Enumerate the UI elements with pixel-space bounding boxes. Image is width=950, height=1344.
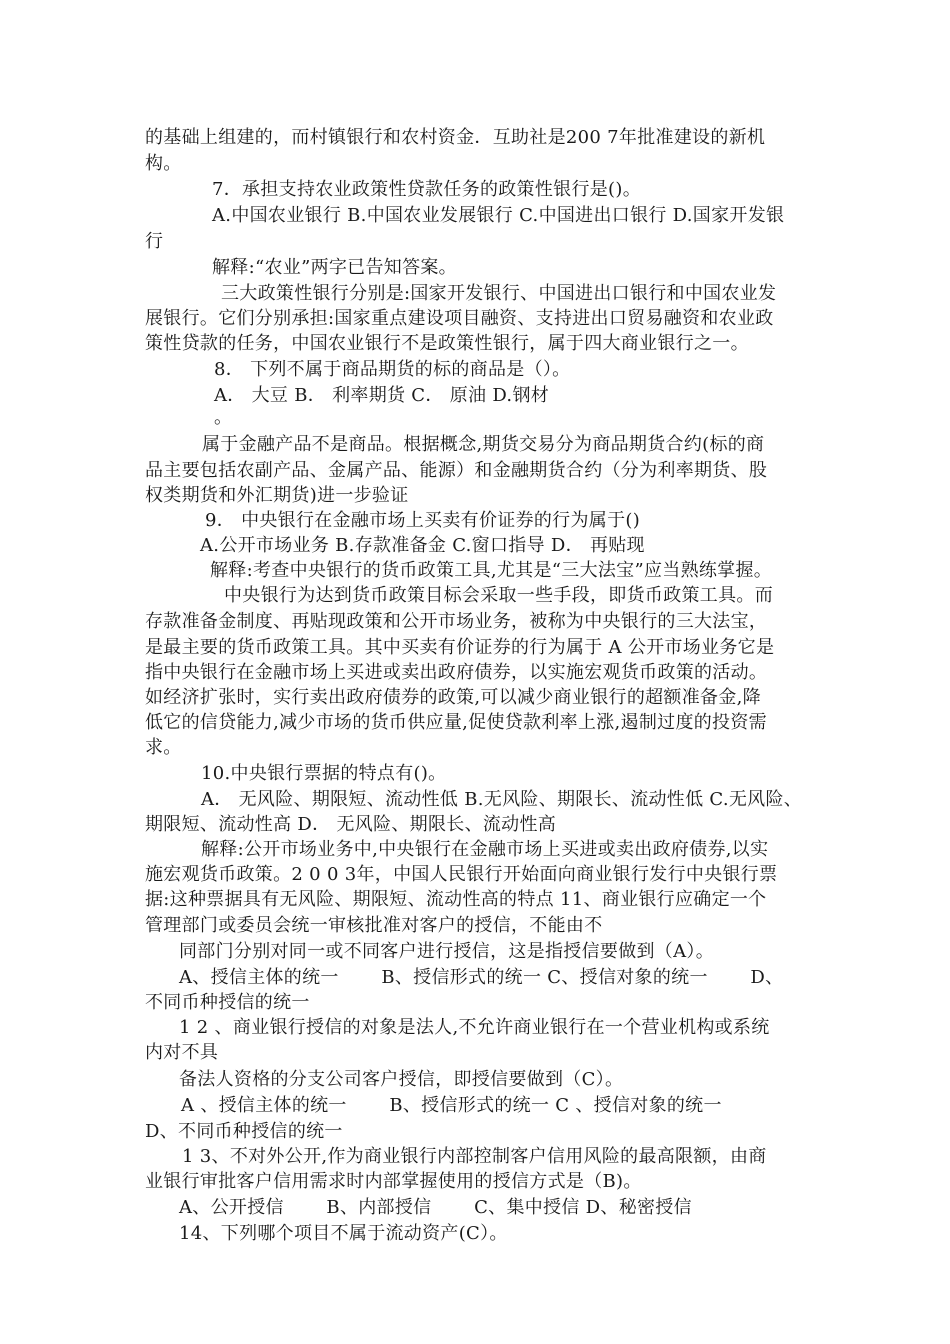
text-line: 求。 bbox=[145, 737, 182, 758]
explanation-8: 属于金融产品不是商品。根据概念,期货交易分为商品期货合约(标的商 bbox=[202, 434, 765, 455]
text-line: 如经济扩张时，实行卖出政府债券的政策,可以减少商业银行的超额准备金,降 bbox=[145, 687, 761, 708]
text-line: 三大政策性银行分别是:国家开发银行、中国进出口银行和中国农业发 bbox=[221, 283, 777, 304]
text-line: 据:这种票据具有无风险、期限短、流动性高的特点 11、商业银行应确定一个 bbox=[145, 889, 767, 910]
question-11: 同部门分别对同一或不同客户进行授信，这是指授信要做到（A）。 bbox=[179, 941, 714, 962]
text-line: D、不同币种授信的统一 bbox=[145, 1121, 343, 1142]
text-line: 行 bbox=[145, 231, 164, 252]
text-line: 备法人资格的分支公司客户授信，即授信要做到（C）。 bbox=[179, 1069, 624, 1090]
question-12: 1 2 、商业银行授信的对象是法人,不允许商业银行在一个营业机构或系统 bbox=[179, 1017, 770, 1038]
text-line: 不同币种授信的统一 bbox=[145, 992, 310, 1013]
options-12: A 、授信主体的统一 B、授信形式的统一 C 、授信对象的统一 bbox=[181, 1095, 722, 1116]
text-line: 策性贷款的任务，中国农业银行不是政策性银行，属于四大商业银行之一。 bbox=[145, 333, 749, 354]
text-line: 指中央银行在金融市场上买进或卖出政府债券，以实施宏观货币政策的活动。 bbox=[145, 662, 768, 683]
question-10: 10.中央银行票据的特点有()。 bbox=[201, 763, 447, 784]
explanation-7: 解释:“农业”两字已告知答案。 bbox=[212, 257, 457, 278]
explanation-10: 解释:公开市场业务中,中央银行在金融市场上买进或卖出政府债券,以实 bbox=[201, 839, 769, 860]
text-line: 品主要包括农副产品、金属产品、能源）和金融期货合约（分为利率期货、股 bbox=[145, 460, 768, 481]
text-line: 低它的信贷能力,减少市场的货币供应量,促使贷款利率上涨,遏制过度的投资需 bbox=[145, 712, 767, 733]
question-14: 14、下列哪个项目不属于流动资产(C）。 bbox=[179, 1223, 508, 1244]
options-11: A、授信主体的统一 B、授信形式的统一 C、授信对象的统一 D、 bbox=[179, 967, 784, 988]
text-line: 期限短、流动性高 D． 无风险、期限长、流动性高 bbox=[145, 814, 557, 835]
options-7: A.中国农业银行 B.中国农业发展银行 C.中国进出口银行 D.国家开发银 bbox=[212, 205, 785, 226]
text-line: 是最主要的货币政策工具。其中买卖有价证券的行为属于 A 公开市场业务它是 bbox=[145, 637, 775, 658]
options-13: A、公开授信 B、内部授信 C、集中授信 D、秘密授信 bbox=[179, 1197, 692, 1218]
question-9: 9． 中央银行在金融市场上买卖有价证券的行为属于() bbox=[205, 510, 641, 531]
question-8: 8． 下列不属于商品期货的标的商品是（）。 bbox=[214, 359, 571, 380]
text-line: 权类期货和外汇期货)进一步验证 bbox=[145, 485, 409, 506]
text-line: 管理部门或委员会统一审核批准对客户的授信，不能由不 bbox=[145, 915, 603, 936]
text-line: 的基础上组建的，而村镇银行和农村资金．互助社是200 7年批准建设的新机 bbox=[145, 127, 766, 148]
text-line: 展银行。它们分别承担:国家重点建设项目融资、支持进出口贸易融资和农业政 bbox=[145, 308, 774, 329]
options-9: A.公开市场业务 B.存款准备金 C.窗口指导 D． 再贴现 bbox=[200, 535, 645, 556]
question-13: 1 3、不对外公开,作为商业银行内部控制客户信用风险的最高限额，由商 bbox=[182, 1146, 767, 1167]
options-10: A． 无风险、期限短、流动性低 B.无风险、期限长、流动性低 C.无风险、 bbox=[201, 789, 803, 810]
text-line: 存款准备金制度、再贴现政策和公开市场业务，被称为中央银行的三大法宝， bbox=[145, 611, 768, 632]
text-line: 中央银行为达到货币政策目标会采取一些手段，即货币政策工具。而 bbox=[224, 585, 773, 606]
text-line: 业银行审批客户信用需求时内部掌握使用的授信方式是（B)。 bbox=[145, 1171, 642, 1192]
text-line: 。 bbox=[214, 407, 233, 428]
text-line: 施宏观货币政策。2 0 0 3年，中国人民银行开始面向商业银行发行中央银行票 bbox=[145, 864, 778, 885]
options-8: A． 大豆 B． 利率期货 C． 原油 D.钢材 bbox=[214, 385, 550, 406]
question-7: 7．承担支持农业政策性贷款任务的政策性银行是()。 bbox=[212, 179, 641, 200]
text-line: 内对不具 bbox=[145, 1042, 219, 1063]
explanation-9: 解释:考查中央银行的货币政策工具,尤其是“三大法宝”应当熟练掌握。 bbox=[210, 560, 773, 581]
text-line: 构。 bbox=[145, 153, 182, 174]
